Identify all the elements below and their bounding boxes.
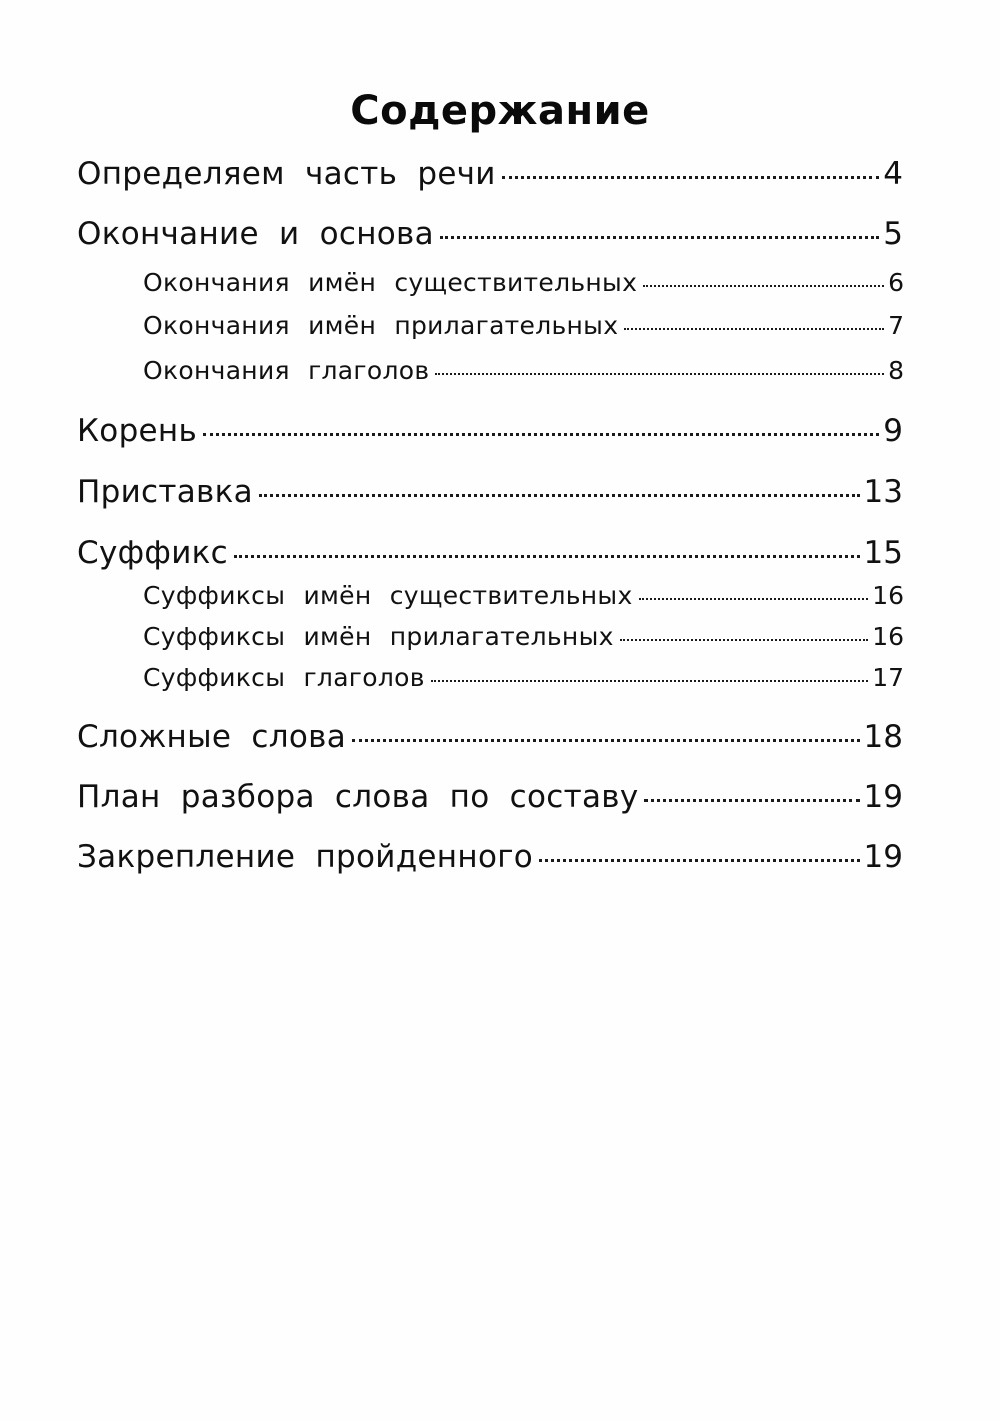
toc-entry	[77, 216, 903, 252]
toc-entry-page: 18	[863, 719, 903, 755]
toc-entry-page: 16	[872, 622, 904, 651]
dot-leader	[502, 176, 880, 179]
toc-entry-label: Закрепление пройденного	[77, 839, 534, 875]
toc-entry-label: Сложные слова	[77, 719, 347, 755]
toc-entry-label: Окончания имён прилагательных	[143, 311, 619, 340]
toc-entry-page: 6	[888, 268, 904, 297]
toc-entry-page: 9	[883, 413, 903, 449]
toc-entry-page: 5	[883, 216, 903, 252]
toc-entry	[77, 779, 903, 815]
page-title: Содержание	[350, 88, 650, 134]
toc-entry-label: Суффиксы имён существительных	[143, 581, 633, 610]
dot-leader	[539, 859, 859, 862]
toc-entry-label: Суффиксы имён прилагательных	[143, 622, 614, 651]
toc-subentry	[143, 356, 904, 385]
toc-entry	[77, 839, 903, 875]
dot-leader	[352, 739, 860, 742]
toc-entry-label: Суффикс	[77, 535, 229, 571]
dot-leader	[639, 598, 869, 600]
toc-subentry	[143, 268, 904, 297]
toc-entry-page: 4	[883, 156, 903, 192]
dot-leader	[435, 373, 884, 375]
dot-leader	[624, 328, 884, 330]
toc-entry-page: 19	[863, 779, 903, 815]
toc-entry-label: Окончания имён существительных	[143, 268, 638, 297]
dot-leader	[234, 555, 860, 558]
toc-entry-page: 8	[888, 356, 904, 385]
dot-leader	[440, 236, 879, 239]
toc-entry-page: 13	[863, 474, 903, 510]
dot-leader	[644, 799, 859, 802]
toc-subentry	[143, 622, 904, 651]
toc-entry-page: 15	[863, 535, 903, 571]
dot-leader	[431, 680, 868, 682]
toc-entry-page: 16	[872, 581, 904, 610]
toc-entry-label: Суффиксы глаголов	[143, 663, 425, 692]
toc-entry	[77, 535, 903, 571]
toc-entry	[77, 719, 903, 755]
toc-entry-page: 7	[888, 311, 904, 340]
toc-entry-page: 17	[872, 663, 904, 692]
dot-leader	[620, 639, 868, 641]
toc-entry-label: План разбора слова по составу	[77, 779, 639, 815]
toc-entry	[77, 413, 903, 449]
toc-entry-label: Корень	[77, 413, 198, 449]
toc-entry	[77, 474, 903, 510]
toc-subentry	[143, 663, 904, 692]
toc-entry-label: Окончания глаголов	[143, 356, 430, 385]
toc-entry-label: Определяем часть речи	[77, 156, 496, 192]
toc-subentry	[143, 311, 904, 340]
toc-entry-label: Приставка	[77, 474, 253, 510]
toc-entry-page: 19	[863, 839, 903, 875]
toc-subentry	[143, 581, 904, 610]
dot-leader	[259, 494, 860, 497]
toc-entry	[77, 156, 903, 192]
toc-entry-label: Окончание и основа	[77, 216, 434, 252]
dot-leader	[203, 433, 879, 436]
dot-leader	[643, 285, 884, 287]
